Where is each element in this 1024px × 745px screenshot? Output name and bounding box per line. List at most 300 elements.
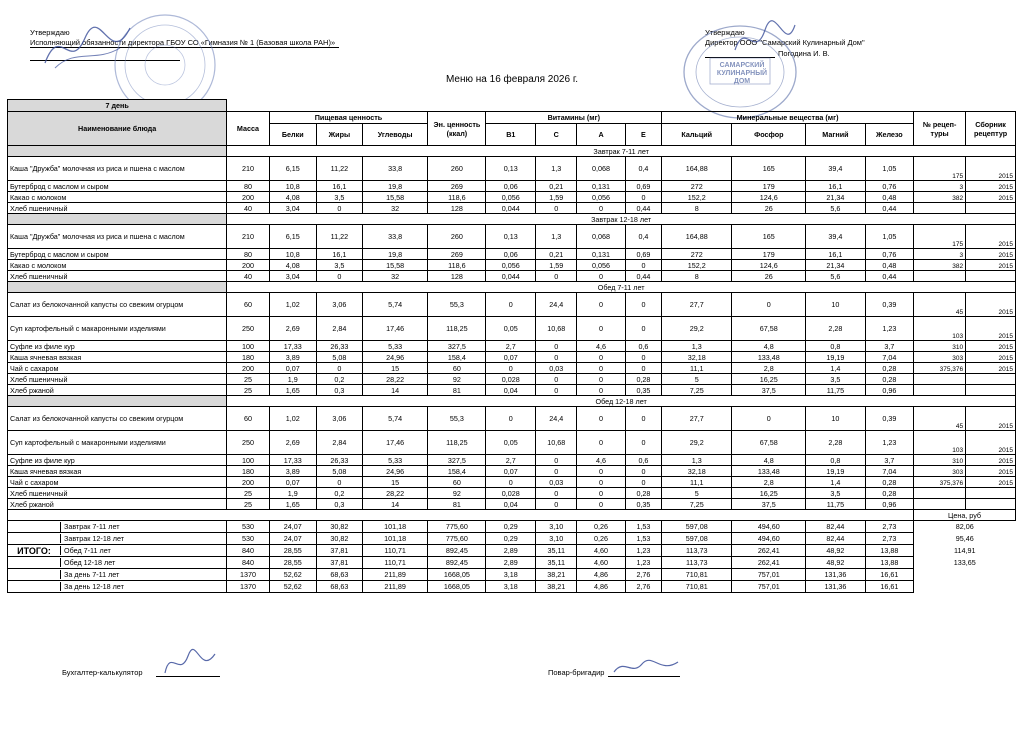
ca-header: Кальций	[662, 124, 732, 146]
collection-header: Сборник рецептур	[966, 112, 1016, 146]
value-cell: 60	[428, 477, 486, 488]
total-cell: 211,89	[362, 569, 427, 581]
total-cell: 82,44	[806, 533, 865, 545]
total-cell: 710,81	[662, 581, 732, 593]
value-cell: 0,48	[865, 260, 913, 271]
total-cell: 262,41	[732, 545, 806, 557]
value-cell: 272	[662, 181, 732, 192]
total-cell: 37,81	[316, 545, 362, 557]
recipe-cell: 175	[914, 225, 966, 249]
value-cell: 0	[577, 363, 625, 374]
value-cell: 1,05	[865, 157, 913, 181]
value-cell: 0,44	[625, 271, 661, 282]
recipe-cell	[914, 203, 966, 214]
value-cell: 16,1	[806, 249, 865, 260]
value-cell: 28,22	[362, 488, 427, 499]
value-cell: 0	[486, 407, 536, 431]
value-cell: 128	[428, 271, 486, 282]
value-cell: 1,23	[865, 431, 913, 455]
value-cell: 3,06	[316, 407, 362, 431]
approve-right-word: Утверждаю	[705, 28, 745, 37]
value-cell: 0,13	[486, 157, 536, 181]
section-spacer	[8, 282, 227, 293]
cook-signature-icon	[610, 654, 682, 680]
value-cell: 0,131	[577, 181, 625, 192]
value-cell: 19,19	[806, 352, 865, 363]
recipe-cell: 303	[914, 352, 966, 363]
price-header-row	[8, 510, 1016, 521]
total-cell: 82,44	[806, 521, 865, 533]
total-cell: 3,10	[536, 521, 577, 533]
value-cell: 0,28	[625, 374, 661, 385]
section-spacer	[8, 146, 227, 157]
table-row	[8, 203, 1016, 214]
total-row	[8, 581, 1016, 593]
value-cell: 0	[625, 317, 661, 341]
table-row	[8, 455, 1016, 466]
value-cell: 4,8	[732, 455, 806, 466]
value-cell: 81	[428, 499, 486, 510]
recipe-cell: 382	[914, 260, 966, 271]
value-cell: 200	[227, 260, 269, 271]
value-cell: 158,4	[428, 466, 486, 477]
recipe-cell	[914, 488, 966, 499]
footer-accountant: Бухгалтер-калькулятор	[62, 668, 143, 677]
value-cell: 39,4	[806, 225, 865, 249]
value-cell: 200	[227, 192, 269, 203]
total-cell: 3,18	[486, 569, 536, 581]
value-cell: 100	[227, 455, 269, 466]
total-cell: 13,88	[865, 557, 913, 569]
value-cell: 15	[362, 477, 427, 488]
section-title: Завтрак 12-18 лет	[227, 214, 1016, 225]
value-cell: 0,8	[806, 341, 865, 352]
value-cell: 0	[625, 260, 661, 271]
value-cell: 0	[536, 374, 577, 385]
total-cell: 3,10	[536, 533, 577, 545]
day-label: 7 день	[8, 100, 227, 112]
value-cell: 128	[428, 203, 486, 214]
total-cell: 30,82	[316, 521, 362, 533]
recipe-cell: 2015	[966, 293, 1016, 317]
value-cell: 0,8	[806, 455, 865, 466]
value-cell: 179	[732, 249, 806, 260]
value-cell: 81	[428, 385, 486, 396]
total-label	[8, 569, 227, 581]
total-price	[914, 581, 1016, 593]
itogo-spacer	[8, 582, 60, 591]
value-cell: 0,44	[625, 203, 661, 214]
value-cell: 15	[362, 363, 427, 374]
recipe-cell	[966, 374, 1016, 385]
dish-name: Бутерброд с маслом и сыром	[8, 181, 227, 192]
dish-header: Наименование блюда	[8, 112, 227, 146]
total-price: 114,91	[954, 546, 976, 555]
value-cell: 327,5	[428, 455, 486, 466]
table-row	[8, 260, 1016, 271]
approve-left-position: Исполняющий обязанности директора ГБОУ СО «Гимназия № 1 (Базовая школа РАН)»	[30, 38, 339, 48]
value-cell: 0	[486, 293, 536, 317]
value-cell: 0,07	[486, 352, 536, 363]
value-cell: 2,28	[806, 317, 865, 341]
value-cell: 0,35	[625, 499, 661, 510]
value-cell: 1,23	[865, 317, 913, 341]
dish-name: Каша "Дружба" молочная из риса и пшена с маслом	[8, 157, 227, 181]
value-cell: 0,21	[536, 249, 577, 260]
value-cell: 0	[536, 352, 577, 363]
fat-header: Жиры	[316, 124, 362, 146]
value-cell: 0,03	[536, 363, 577, 374]
value-cell: 0	[625, 192, 661, 203]
table-row	[8, 407, 1016, 431]
total-cell: 37,81	[316, 557, 362, 569]
value-cell: 0,28	[625, 488, 661, 499]
day-spacer	[227, 100, 1016, 112]
value-cell: 1,02	[269, 407, 316, 431]
value-cell: 0	[625, 466, 661, 477]
total-row	[8, 545, 1016, 557]
value-cell: 0	[536, 455, 577, 466]
value-cell: 0	[625, 352, 661, 363]
recipe-cell: 2015	[966, 466, 1016, 477]
total-cell: 0,29	[486, 533, 536, 545]
value-cell: 118,25	[428, 317, 486, 341]
value-cell: 0,28	[865, 363, 913, 374]
value-cell: 0,96	[865, 499, 913, 510]
value-cell: 269	[428, 181, 486, 192]
dish-name: Суфле из филе кур	[8, 455, 227, 466]
total-cell: 530	[227, 533, 269, 545]
value-cell: 0,28	[865, 374, 913, 385]
table-row	[8, 317, 1016, 341]
total-cell: 494,60	[732, 533, 806, 545]
recipe-cell	[966, 271, 1016, 282]
total-cell: 113,73	[662, 557, 732, 569]
value-cell: 16,1	[806, 181, 865, 192]
total-cell: 101,18	[362, 521, 427, 533]
value-cell: 0,4	[625, 157, 661, 181]
left-signature-icon	[40, 18, 140, 78]
recipe-cell: 103	[914, 317, 966, 341]
value-cell: 164,88	[662, 225, 732, 249]
total-label	[8, 557, 227, 569]
price-header: Цена, руб	[914, 510, 1016, 521]
value-cell: 60	[227, 407, 269, 431]
section-title: Обед 7-11 лет	[227, 282, 1016, 293]
right-stamp-text: САМАРСКИЙ КУЛИНАРНЫЙ ДОМ	[716, 62, 768, 85]
value-cell: 26	[732, 271, 806, 282]
value-cell: 14	[362, 499, 427, 510]
value-cell: 210	[227, 157, 269, 181]
value-cell: 0	[536, 341, 577, 352]
value-cell: 0,056	[577, 192, 625, 203]
vitamins-header: Витамины (мг)	[486, 112, 662, 124]
value-cell: 29,2	[662, 317, 732, 341]
value-cell: 32,18	[662, 466, 732, 477]
itogo-spacer	[8, 570, 60, 579]
value-cell: 2,7	[486, 341, 536, 352]
price-header-spacer	[8, 510, 914, 521]
value-cell: 11,75	[806, 385, 865, 396]
total-name: Завтрак 7-11 лет	[60, 522, 226, 532]
total-price: 82,06	[955, 522, 974, 532]
value-cell: 0,35	[625, 385, 661, 396]
recipe-cell	[966, 203, 1016, 214]
value-cell: 7,25	[662, 385, 732, 396]
value-cell: 3,04	[269, 203, 316, 214]
dish-name: Суп картофельный с макаронными изделиями	[8, 431, 227, 455]
value-cell: 3,7	[865, 455, 913, 466]
value-cell: 16,25	[732, 374, 806, 385]
value-cell: 124,6	[732, 260, 806, 271]
recipe-cell	[914, 499, 966, 510]
approve-left-word: Утверждаю	[30, 28, 70, 37]
total-name: За день 7-11 лет	[60, 570, 226, 579]
total-cell: 4,60	[577, 545, 625, 557]
total-row	[8, 557, 1016, 569]
value-cell: 10,8	[269, 181, 316, 192]
total-row	[8, 533, 1016, 545]
value-cell: 5,74	[362, 293, 427, 317]
dish-name: Хлеб пшеничный	[8, 374, 227, 385]
total-cell: 28,55	[269, 545, 316, 557]
value-cell: 2,84	[316, 317, 362, 341]
total-cell: 48,92	[806, 545, 865, 557]
value-cell: 4,8	[732, 341, 806, 352]
total-cell: 131,36	[806, 581, 865, 593]
value-cell: 16,1	[316, 181, 362, 192]
value-cell: 0,3	[316, 499, 362, 510]
value-cell: 11,22	[316, 225, 362, 249]
total-cell: 13,88	[865, 545, 913, 557]
total-cell: 775,60	[428, 533, 486, 545]
value-cell: 16,25	[732, 488, 806, 499]
section-row	[8, 282, 1016, 293]
section-spacer	[8, 214, 227, 225]
value-cell: 37,5	[732, 499, 806, 510]
carbs-header: Углеводы	[362, 124, 427, 146]
value-cell: 0,39	[865, 293, 913, 317]
value-cell: 152,2	[662, 192, 732, 203]
value-cell: 152,2	[662, 260, 732, 271]
value-cell: 2,8	[732, 363, 806, 374]
value-cell: 11,1	[662, 363, 732, 374]
value-cell: 0	[577, 293, 625, 317]
value-cell: 2,8	[732, 477, 806, 488]
value-cell: 17,33	[269, 455, 316, 466]
total-cell: 4,60	[577, 557, 625, 569]
value-cell: 55,3	[428, 407, 486, 431]
total-label	[8, 581, 227, 593]
total-cell: 16,61	[865, 569, 913, 581]
value-cell: 1,9	[269, 374, 316, 385]
table-row	[8, 249, 1016, 260]
value-cell: 67,58	[732, 317, 806, 341]
value-cell: 19,19	[806, 466, 865, 477]
value-cell: 1,65	[269, 385, 316, 396]
value-cell: 0,028	[486, 374, 536, 385]
total-cell: 1370	[227, 581, 269, 593]
value-cell: 25	[227, 499, 269, 510]
value-cell: 5,6	[806, 271, 865, 282]
value-cell: 0,69	[625, 249, 661, 260]
table-row	[8, 181, 1016, 192]
dish-name: Каша ячневая вязкая	[8, 352, 227, 363]
value-cell: 0,6	[625, 455, 661, 466]
value-cell: 40	[227, 203, 269, 214]
value-cell: 210	[227, 225, 269, 249]
dish-name: Каша ячневая вязкая	[8, 466, 227, 477]
value-cell: 1,59	[536, 260, 577, 271]
value-cell: 10	[806, 407, 865, 431]
value-cell: 1,4	[806, 477, 865, 488]
total-cell: 597,08	[662, 521, 732, 533]
value-cell: 200	[227, 363, 269, 374]
recipe-cell	[966, 499, 1016, 510]
value-cell: 6,15	[269, 225, 316, 249]
value-cell: 3,5	[806, 374, 865, 385]
total-cell: 757,01	[732, 569, 806, 581]
value-cell: 10	[806, 293, 865, 317]
recipe-cell: 2015	[966, 192, 1016, 203]
value-cell: 0,04	[486, 385, 536, 396]
value-cell: 260	[428, 157, 486, 181]
total-cell: 262,41	[732, 557, 806, 569]
value-cell: 0	[577, 352, 625, 363]
value-cell: 0,3	[316, 385, 362, 396]
total-cell: 840	[227, 545, 269, 557]
total-cell: 1668,05	[428, 569, 486, 581]
dish-name: Каша "Дружба" молочная из риса и пшена с маслом	[8, 225, 227, 249]
total-cell: 1,23	[625, 545, 661, 557]
value-cell: 0	[577, 385, 625, 396]
dish-name: Хлеб пшеничный	[8, 488, 227, 499]
value-cell: 0	[577, 488, 625, 499]
recipe-cell: 303	[914, 466, 966, 477]
total-cell: 52,62	[269, 581, 316, 593]
total-cell: 2,73	[865, 533, 913, 545]
total-price	[914, 569, 1016, 581]
total-cell: 757,01	[732, 581, 806, 593]
value-cell: 0,44	[865, 203, 913, 214]
value-cell: 3,7	[865, 341, 913, 352]
value-cell: 0,39	[865, 407, 913, 431]
value-cell: 1,02	[269, 293, 316, 317]
value-cell: 0,69	[625, 181, 661, 192]
total-cell: 0,29	[486, 521, 536, 533]
value-cell: 0,2	[316, 374, 362, 385]
value-cell: 260	[428, 225, 486, 249]
dish-name: Чай с сахаром	[8, 477, 227, 488]
value-cell: 4,08	[269, 192, 316, 203]
total-label	[8, 533, 227, 545]
total-cell: 2,73	[865, 521, 913, 533]
total-cell: 30,82	[316, 533, 362, 545]
value-cell: 26,33	[316, 455, 362, 466]
total-cell: 211,89	[362, 581, 427, 593]
value-cell: 250	[227, 317, 269, 341]
total-cell: 710,81	[662, 569, 732, 581]
value-cell: 14	[362, 385, 427, 396]
value-cell: 0	[316, 271, 362, 282]
table-row	[8, 341, 1016, 352]
total-cell: 24,07	[269, 521, 316, 533]
value-cell: 0,07	[486, 466, 536, 477]
value-cell: 0,131	[577, 249, 625, 260]
value-cell: 16,1	[316, 249, 362, 260]
value-cell: 3,06	[316, 293, 362, 317]
recipe-cell: 2015	[966, 477, 1016, 488]
table-row	[8, 363, 1016, 374]
total-row	[8, 569, 1016, 581]
value-cell: 2,69	[269, 431, 316, 455]
value-cell: 32	[362, 271, 427, 282]
value-cell: 5	[662, 374, 732, 385]
recipe-cell: 45	[914, 293, 966, 317]
value-cell: 0	[577, 271, 625, 282]
total-name: За день 12-18 лет	[60, 582, 226, 591]
value-cell: 0,07	[269, 477, 316, 488]
value-cell: 4,6	[577, 341, 625, 352]
value-cell: 6,15	[269, 157, 316, 181]
value-cell: 26	[732, 203, 806, 214]
total-cell: 530	[227, 521, 269, 533]
dish-name: Хлеб пшеничный	[8, 271, 227, 282]
value-cell: 0,044	[486, 271, 536, 282]
total-cell: 28,55	[269, 557, 316, 569]
table-row	[8, 385, 1016, 396]
value-cell: 124,6	[732, 192, 806, 203]
value-cell: 0	[625, 407, 661, 431]
value-cell: 1,3	[536, 225, 577, 249]
a-header: A	[577, 124, 625, 146]
value-cell: 3,5	[316, 260, 362, 271]
value-cell: 0	[625, 363, 661, 374]
value-cell: 272	[662, 249, 732, 260]
accountant-signature-icon	[160, 648, 220, 680]
total-price: 95,46	[955, 534, 974, 543]
value-cell: 0	[536, 488, 577, 499]
section-row	[8, 146, 1016, 157]
total-cell: 1370	[227, 569, 269, 581]
value-cell: 2,84	[316, 431, 362, 455]
value-cell: 0,06	[486, 249, 536, 260]
p-header: Фосфор	[732, 124, 806, 146]
value-cell: 5	[662, 488, 732, 499]
value-cell: 0	[577, 374, 625, 385]
value-cell: 165	[732, 225, 806, 249]
value-cell: 17,33	[269, 341, 316, 352]
total-cell: 38,21	[536, 569, 577, 581]
value-cell: 1,3	[662, 341, 732, 352]
recipe-cell: 375,376	[914, 363, 966, 374]
recipe-cell	[966, 488, 1016, 499]
value-cell: 0,28	[865, 488, 913, 499]
value-cell: 118,6	[428, 260, 486, 271]
table-row	[8, 293, 1016, 317]
value-cell: 8	[662, 203, 732, 214]
value-cell: 7,04	[865, 352, 913, 363]
dish-name: Хлеб ржаной	[8, 499, 227, 510]
recipe-cell: 2015	[966, 455, 1016, 466]
value-cell: 19,8	[362, 181, 427, 192]
value-cell: 0	[625, 431, 661, 455]
total-cell: 0,26	[577, 533, 625, 545]
table-row	[8, 352, 1016, 363]
value-cell: 32	[362, 203, 427, 214]
total-cell: 113,73	[662, 545, 732, 557]
value-cell: 158,4	[428, 352, 486, 363]
